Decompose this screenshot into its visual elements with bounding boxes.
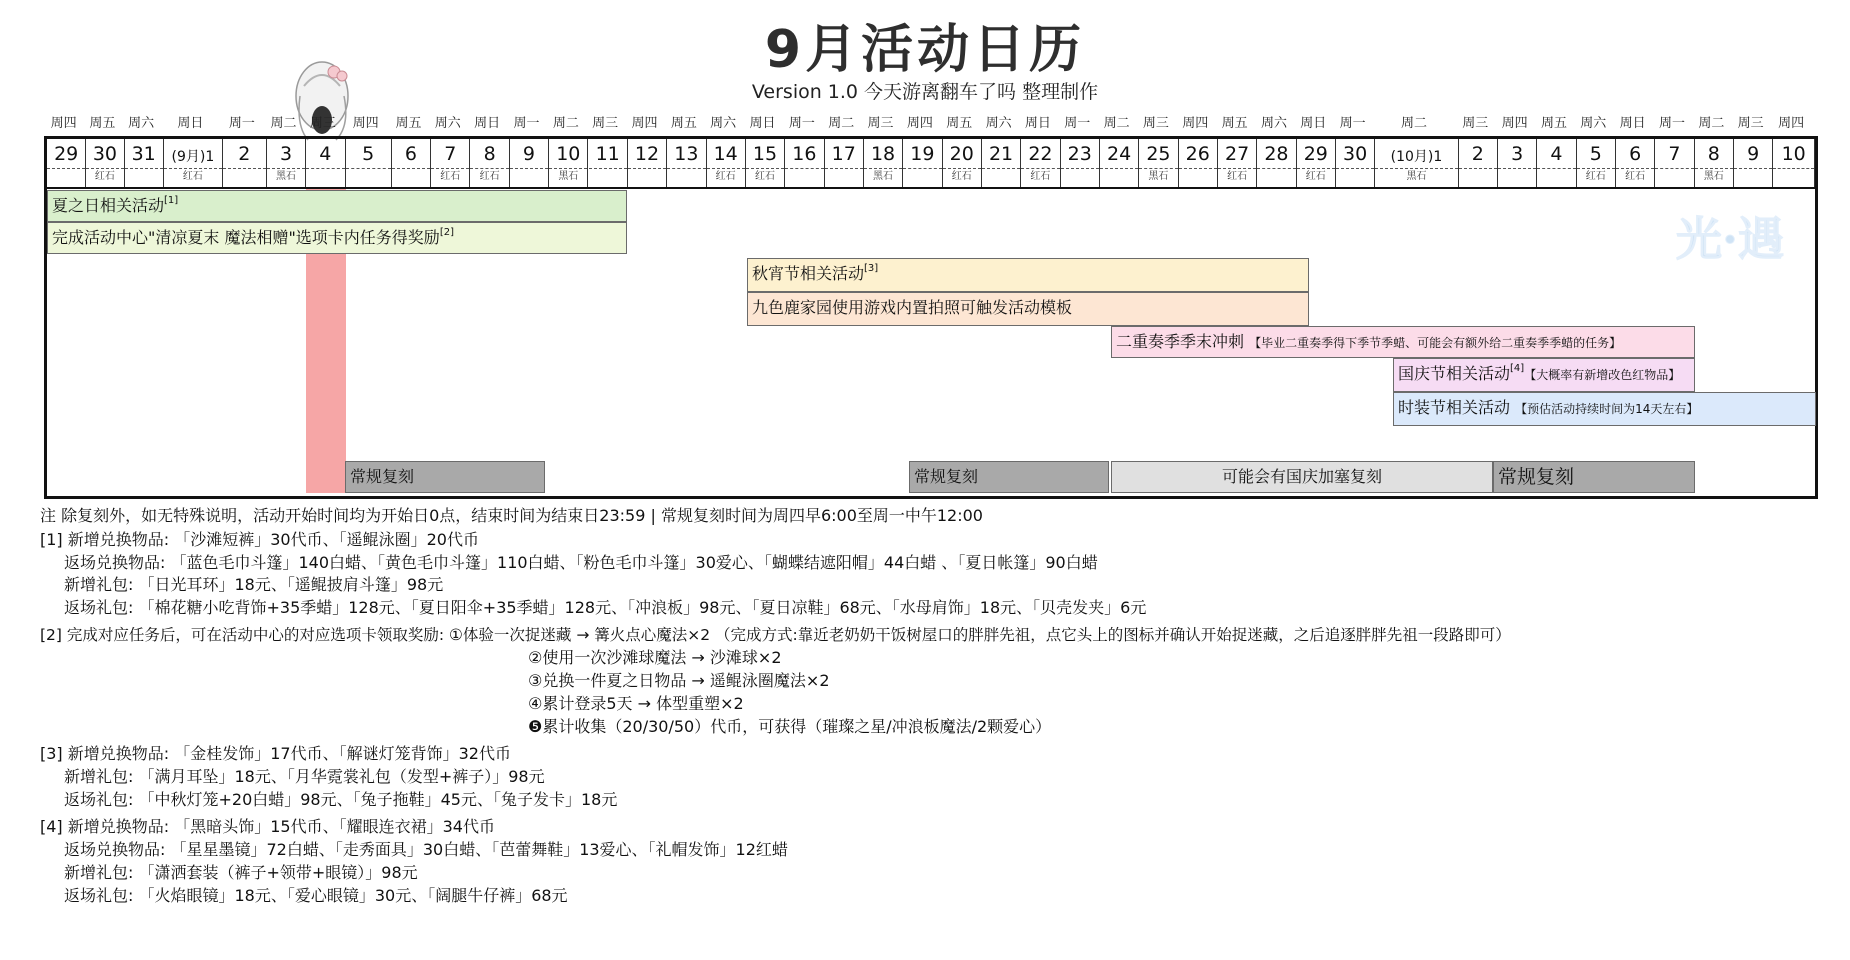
footnote-line: 返场兑换物品: 「蓝色毛巾斗篷」140白蜡、「黄色毛巾斗篷」110白蜡、「粉色毛巾斗篷」30爱心、「蝴蝶结遮阳帽」44白蜡 、「夏日帐篷」90白蜡: [64, 553, 1098, 572]
date-cell: [1498, 139, 1537, 187]
date-number: 22: [1028, 143, 1053, 165]
stone-marker: 红石: [1625, 171, 1646, 182]
activity-national-day: [1393, 358, 1695, 392]
date-number: (10月)1: [1390, 149, 1443, 165]
date-divider: [825, 168, 863, 169]
date-cell: [667, 139, 706, 187]
date-number: 11: [595, 143, 620, 165]
date-number: 14: [713, 143, 738, 165]
rerun-label: 常规复刻: [350, 467, 415, 486]
date-cell: [864, 139, 903, 187]
date-number: 9: [1747, 143, 1760, 165]
date-number: 18: [870, 143, 896, 165]
date-number: 3: [1511, 143, 1524, 165]
weekday-label: 周三: [592, 116, 619, 131]
footnote-line: ③兑换一件夏之日物品 → 遥鲲泳圈魔法×2: [528, 671, 830, 690]
rerun-bar: [345, 461, 545, 493]
date-number: (9月)1: [171, 149, 215, 165]
date-number: 7: [1668, 143, 1681, 165]
activity-fashion-festival: [1393, 392, 1816, 426]
date-cell: [267, 139, 306, 187]
weekday-label: 周四: [1182, 116, 1209, 131]
activity-autumn-festival: [747, 258, 1309, 292]
general-note: 注 除复刻外，如无特殊说明，活动开始时间均为开始日0点，结束时间为结束日23:59 | 常规复刻时间为周四早6:00至周一中午12:00: [40, 506, 983, 525]
rerun-label: 常规复刻: [914, 467, 979, 486]
date-cell: [1655, 139, 1694, 187]
stone-marker: 红石: [479, 171, 500, 182]
stone-marker: 黑石: [275, 171, 296, 182]
date-cell: [549, 139, 588, 187]
rerun-label: 常规复刻: [1498, 466, 1575, 488]
weekday-label: 周五: [1221, 116, 1248, 131]
date-number: 29: [1303, 143, 1328, 165]
date-divider: [223, 168, 266, 169]
date-divider: [785, 168, 823, 169]
weekday-label: 周日: [177, 116, 204, 131]
date-divider: [1537, 168, 1575, 169]
date-cell: [306, 139, 345, 187]
date-row: [47, 139, 1815, 189]
weekday-label: 周日: [749, 116, 776, 131]
weekday-label: 周六: [985, 116, 1012, 131]
weekday-label: 周二: [828, 116, 855, 131]
activity-label: 时装节相关活动: [1398, 398, 1511, 417]
activity-label: 九色鹿家园使用游戏内置拍照可触发活动模板: [752, 298, 1073, 317]
date-cell: [628, 139, 667, 187]
date-cell: [86, 139, 124, 187]
activity-label: 夏之日相关活动: [52, 196, 165, 215]
date-number: 16: [792, 143, 817, 165]
date-number: 5: [1589, 143, 1602, 165]
date-number: 30: [1343, 143, 1368, 165]
weekday-label: 周一: [513, 116, 540, 131]
stone-marker: 红石: [1585, 171, 1606, 182]
footnote-line: 新增礼包: 「潇洒套装（裤子+领带+眼镜）」98元: [64, 863, 418, 882]
watermark-text: 光·遇: [1675, 212, 1785, 266]
date-cell: [1375, 139, 1458, 187]
stone-marker: 红石: [951, 171, 972, 182]
activity-summer-day: [47, 190, 627, 222]
date-number: 26: [1185, 143, 1210, 165]
weekday-label: 周三: [309, 116, 336, 131]
date-divider: [1459, 168, 1497, 169]
weekday-label: 周日: [474, 116, 501, 131]
date-number: 5: [362, 143, 375, 165]
date-cell: [1021, 139, 1060, 187]
weekday-label: 周一: [228, 116, 255, 131]
stone-marker: 黑石: [873, 171, 894, 182]
date-cell: [707, 139, 746, 187]
date-cell: [1616, 139, 1655, 187]
stone-marker: 红石: [1227, 171, 1248, 182]
date-number: 24: [1106, 143, 1132, 165]
date-divider: [510, 168, 548, 169]
weekday-label: 周日: [1619, 116, 1646, 131]
date-cell: [589, 139, 628, 187]
weekday-label: 周日: [1300, 116, 1327, 131]
date-cell: [1257, 139, 1296, 187]
footnote-ref: [2]: [439, 227, 454, 238]
activity-duet-season-sprint: [1111, 326, 1695, 358]
date-cell: [943, 139, 982, 187]
stone-marker: 红石: [1305, 171, 1326, 182]
activity-label: 国庆节相关活动: [1398, 364, 1511, 383]
weekday-row: [44, 115, 1816, 133]
date-number: 2: [238, 143, 251, 165]
date-divider: [667, 168, 705, 169]
weekday-label: 周二: [1400, 116, 1427, 131]
date-divider: [1655, 168, 1693, 169]
date-cell: [1695, 139, 1734, 187]
weekday-label: 周一: [1658, 116, 1685, 131]
date-number: 17: [831, 143, 856, 165]
date-cell: [1179, 139, 1218, 187]
date-number: 19: [910, 143, 935, 165]
date-divider: [1100, 168, 1138, 169]
stone-marker: 黑石: [1703, 171, 1724, 182]
weekday-label: 周四: [50, 116, 77, 131]
date-number: 6: [404, 143, 417, 165]
date-number: 15: [752, 143, 778, 165]
date-divider: [1498, 168, 1536, 169]
date-cell: [1100, 139, 1139, 187]
rerun-label: 可能会有国庆加塞复刻: [1221, 467, 1382, 486]
date-cell: [1773, 139, 1815, 187]
activity-label: 秋宵节相关活动: [752, 264, 865, 283]
footnote-line: 返场兑换物品: 「星星墨镜」72白蜡、「走秀面具」30白蜡、「芭蕾舞鞋」13爱心、「礼帽发饰」12红蜡: [64, 840, 788, 859]
date-cell: [470, 139, 509, 187]
date-number: 9: [522, 143, 536, 165]
weekday-label: 周五: [395, 116, 422, 131]
footnote-line: 返场礼包: 「棉花糖小吃背饰+35季蜡」128元、「夏日阳伞+35季蜡」128元、「冲浪板」98元、「夏日凉鞋」68元、「水母肩饰」18元、「贝壳发夹」6元: [64, 598, 1147, 617]
date-divider: [628, 168, 666, 169]
activity-summer-task: [47, 222, 627, 254]
date-number: 10: [1781, 143, 1806, 165]
date-divider: [1257, 168, 1295, 169]
date-divider: [1773, 168, 1814, 169]
stone-marker: 红石: [182, 171, 203, 182]
weekday-label: 周二: [270, 116, 297, 131]
date-cell: [825, 139, 864, 187]
activity-note: 【毕业二重奏季得下季节季蜡、可能会有额外给二重奏季季蜡的任务】: [1249, 336, 1622, 350]
date-cell: [47, 139, 86, 187]
stone-marker: 红石: [1030, 171, 1051, 182]
weekday-label: 周四: [906, 116, 933, 131]
footnote-ref: [4]: [1510, 363, 1525, 374]
stone-marker: 红石: [715, 171, 736, 182]
footnote-line: [2] 完成对应任务后，可在活动中心的对应选项卡领取奖励: ①体验一次捉迷藏 → 篝火点心魔法×2 （完成方式:靠近老奶奶干饭树屋口的胖胖先祖，点它头上的图标并确认开始捉迷藏，之后追逐胖胖先祖一段路即可）: [40, 626, 1511, 644]
footnote-line: [1] 新增兑换物品: 「沙滩短裤」30代币、「遥鲲泳圈」20代币: [40, 530, 479, 549]
date-number: 28: [1264, 143, 1289, 165]
date-divider: [125, 168, 163, 169]
date-divider: [306, 168, 344, 169]
date-cell: [431, 139, 470, 187]
date-cell: [785, 139, 824, 187]
date-number: 20: [949, 143, 974, 165]
weekday-label: 周五: [670, 116, 697, 131]
activity-note: 【大概率有新增改色红物品】: [1524, 368, 1681, 382]
date-cell: [223, 139, 267, 187]
date-cell: [1218, 139, 1257, 187]
date-divider: [47, 168, 85, 169]
date-divider: [1061, 168, 1099, 169]
footnote-line: [4] 新增兑换物品: 「黑暗头饰」15代币、「耀眼连衣裙」34代币: [40, 817, 495, 836]
activity-note: 【预估活动持续时间为14天左右】: [1515, 402, 1699, 416]
game-logo-watermark: [1650, 205, 1810, 275]
rerun-bar: [1493, 461, 1695, 493]
stone-marker: 黑石: [558, 171, 579, 182]
activity-label: 二重奏季季末冲刺: [1116, 332, 1245, 351]
stone-marker: 黑石: [1148, 171, 1169, 182]
date-number: 8: [483, 143, 496, 165]
weekday-label: 周一: [1064, 116, 1091, 131]
weekday-label: 周六: [434, 116, 461, 131]
date-number: 8: [1707, 143, 1720, 165]
date-cell: [746, 139, 785, 187]
weekday-label: 周四: [1501, 116, 1528, 131]
weekday-label: 周五: [89, 116, 116, 131]
activity-label: 完成活动中心"清凉夏末 魔法相赠"选项卡内任务得奖励: [52, 228, 440, 247]
date-number: 7: [444, 143, 457, 165]
weekday-label: 周一: [788, 116, 815, 131]
stone-marker: 红石: [755, 171, 776, 182]
date-cell: [1577, 139, 1616, 187]
weekday-label: 周四: [352, 116, 379, 131]
footnote-line: ④累计登录5天 → 体型重塑×2: [528, 694, 744, 713]
date-number: 4: [319, 143, 332, 165]
date-number: 29: [54, 143, 79, 165]
weekday-label: 周五: [946, 116, 973, 131]
weekday-label: 周四: [1778, 116, 1805, 131]
date-number: 25: [1146, 143, 1171, 165]
date-cell: [1537, 139, 1576, 187]
date-cell: [982, 139, 1021, 187]
date-number: 31: [131, 143, 156, 165]
weekday-label: 周二: [1103, 116, 1130, 131]
weekday-label: 周五: [1540, 116, 1567, 131]
weekday-label: 周三: [1462, 116, 1489, 131]
rerun-bar: [909, 461, 1109, 493]
date-number: 6: [1629, 143, 1642, 165]
date-divider: [1179, 168, 1217, 169]
footnote-line: 新增礼包: 「日光耳环」18元、「遥鲲披肩斗篷」98元: [64, 575, 444, 594]
date-number: 21: [988, 143, 1014, 165]
date-number: 2: [1471, 143, 1484, 165]
weekday-label: 周六: [710, 116, 737, 131]
footnote-line: 返场礼包: 「中秋灯笼+20白蜡」98元、「兔子拖鞋」45元、「兔子发卡」18元: [64, 790, 618, 809]
page-subtitle: Version 1.0 今天游离翻车了吗 整理制作: [751, 81, 1099, 103]
weekday-label: 周六: [1580, 116, 1607, 131]
stone-marker: 红石: [94, 171, 115, 182]
date-cell: [1734, 139, 1773, 187]
stone-marker: 黑石: [1406, 171, 1427, 182]
stone-marker: 红石: [440, 171, 461, 182]
weekday-label: 周日: [1024, 116, 1051, 131]
weekday-label: 周六: [1260, 116, 1287, 131]
date-cell: [510, 139, 549, 187]
footnote-ref: [3]: [864, 263, 879, 274]
date-number: 13: [674, 143, 699, 165]
date-divider: [392, 168, 430, 169]
date-divider: [589, 168, 627, 169]
weekday-label: 周一: [1339, 116, 1366, 131]
footnote-line: 返场礼包: 「火焰眼镜」18元、「爱心眼镜」30元、「阔腿牛仔裤」68元: [64, 886, 568, 905]
date-divider: [982, 168, 1020, 169]
date-number: 12: [634, 143, 660, 165]
footnote-line: ②使用一次沙滩球魔法 → 沙滩球×2: [528, 648, 782, 667]
date-cell: [1139, 139, 1178, 187]
date-cell: [164, 139, 223, 187]
date-cell: [1061, 139, 1100, 187]
date-cell: [1459, 139, 1498, 187]
weekday-label: 周四: [631, 116, 658, 131]
date-cell: [125, 139, 164, 187]
date-divider: [1734, 168, 1772, 169]
weekday-label: 周三: [1737, 116, 1764, 131]
footnote-line: ❺累计收集（20/30/50）代币，可获得（璀璨之星/冲浪板魔法/2颗爱心）: [528, 717, 1052, 736]
date-cell: [392, 139, 431, 187]
date-divider: [903, 168, 941, 169]
weekday-label: 周二: [1698, 116, 1725, 131]
weekday-label: 周二: [552, 116, 579, 131]
rerun-special-bar: [1111, 461, 1493, 493]
weekday-label: 周三: [1142, 116, 1169, 131]
date-cell: [903, 139, 942, 187]
footnote-ref: [1]: [164, 195, 179, 206]
page-title: 9月活动日历: [764, 20, 1086, 80]
weekday-label: 周六: [128, 116, 155, 131]
date-cell: [1336, 139, 1375, 187]
date-number: 4: [1550, 143, 1563, 165]
weekday-label: 周三: [867, 116, 894, 131]
date-cell: [1297, 139, 1336, 187]
date-cell: [346, 139, 392, 187]
footnote-line: [3] 新增兑换物品: 「金桂发饰」17代币、「解谜灯笼背饰」32代币: [40, 744, 511, 763]
date-number: 23: [1067, 143, 1092, 165]
date-number: 10: [556, 143, 581, 165]
footnote-line: 新增礼包: 「满月耳坠」18元、「月华霓裳礼包（发型+裤子）」98元: [64, 767, 545, 786]
activity-deer-home: [747, 292, 1309, 326]
date-divider: [346, 168, 391, 169]
date-number: 27: [1225, 143, 1250, 165]
date-divider: [1336, 168, 1374, 169]
date-number: 3: [279, 143, 293, 165]
date-number: 30: [92, 143, 117, 165]
